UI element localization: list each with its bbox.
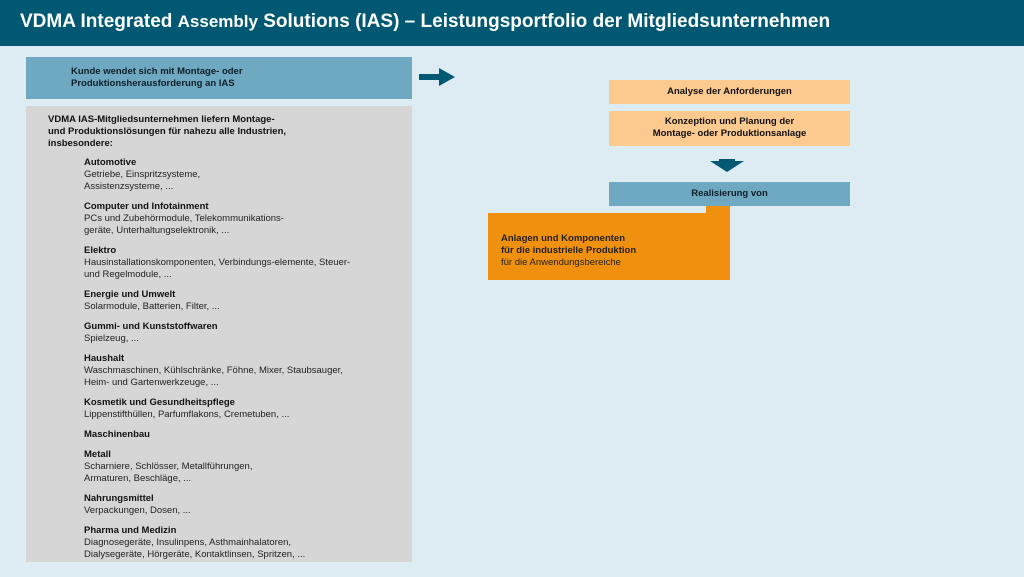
industry-item-haushalt	[84, 353, 384, 389]
industry-desc: PCs und Zubehörmodule, Telekommunikations-	[84, 213, 284, 224]
result-line-3: für die Anwendungsbereiche	[501, 257, 621, 268]
industry-desc: Spielzeug, ...	[84, 333, 139, 344]
industry-item-computer	[84, 201, 384, 237]
industry-item-nahrungsmittel	[84, 493, 384, 517]
industry-item-maschinenbau	[84, 429, 384, 441]
industry-desc: Getriebe, Einspritzsysteme,	[84, 169, 201, 180]
industry-desc: Hausinstallationskomponenten, Verbindungs-elemente, Steuer-	[84, 257, 351, 268]
title-part-2: Assembly	[177, 12, 258, 31]
header-bar	[0, 0, 1024, 46]
industry-desc: Scharniere, Schlösser, Metallführungen,	[84, 461, 253, 472]
industry-name: Elektro	[84, 245, 117, 256]
industry-name: Energie und Umwelt	[84, 289, 176, 300]
industry-desc: geräte, Unterhaltungselektronik, ...	[84, 225, 230, 236]
industry-desc: Verpackungen, Dosen, ...	[84, 505, 191, 516]
industry-name: Nahrungsmittel	[84, 493, 154, 504]
industry-name: Computer und Infotainment	[84, 201, 209, 212]
portfolio-intro-line-2: und Produktionslösungen für nahezu alle Industrien,	[48, 126, 287, 137]
industry-item-automotive	[84, 157, 384, 193]
industry-desc: Lippenstifthüllen, Parfumflakons, Cremetuben, ...	[84, 409, 290, 420]
industry-item-metall	[84, 449, 384, 485]
industry-name: Pharma und Medizin	[84, 525, 177, 536]
industry-name: Kosmetik und Gesundheitspflege	[84, 397, 235, 408]
step-konzeption-line-1: Konzeption und Planung der	[664, 116, 795, 127]
industry-desc: und Regelmodule, ...	[84, 269, 172, 280]
industry-desc: Assistenzsysteme, ...	[84, 181, 174, 192]
industry-name: Haushalt	[84, 353, 125, 364]
title-part-3: Solutions (IAS) – Leistungsportfolio der Mitgliedsunternehmen	[257, 11, 831, 32]
industry-desc: Armaturen, Beschläge, ...	[84, 473, 192, 484]
portfolio-intro-line-1: VDMA IAS-Mitgliedsunternehmen liefern Montage-	[48, 114, 275, 125]
industry-item-energie	[84, 289, 384, 313]
industry-name: Automotive	[84, 157, 137, 168]
arrow-down-icon	[710, 159, 744, 173]
portfolio-box	[26, 106, 412, 562]
result-box	[488, 213, 730, 280]
result-text	[501, 233, 721, 269]
portfolio-intro	[48, 114, 348, 150]
step-analyse-label: Analyse der Anforderungen	[667, 86, 792, 97]
step-konzeption-box	[609, 111, 850, 146]
result-line-2: für die industrielle Produktion	[501, 245, 637, 256]
customer-request-text	[71, 66, 371, 90]
industry-desc: Diagnosegeräte, Insulinpens, Asthmainhalatoren,	[84, 537, 292, 548]
customer-request-line-1: Kunde wendet sich mit Montage- oder	[71, 66, 243, 77]
industry-item-gummi	[84, 321, 384, 345]
industry-item-elektro	[84, 245, 384, 281]
industry-desc: Waschmaschinen, Kühlschränke, Föhne, Mixer, Staubsauger,	[84, 365, 343, 376]
title-part-1: VDMA Integrated	[20, 11, 178, 32]
industry-item-pharma	[84, 525, 384, 561]
customer-request-box	[26, 57, 412, 99]
customer-request-line-2: Produktionsherausforderung an IAS	[71, 78, 235, 89]
step-realisierung-label: Realisierung von	[691, 188, 768, 199]
step-realisierung-box	[609, 182, 850, 206]
industry-name: Maschinenbau	[84, 429, 150, 440]
step-konzeption-label	[609, 116, 850, 140]
page-title	[20, 11, 830, 33]
industry-list	[84, 157, 384, 569]
industry-item-kosmetik	[84, 397, 384, 421]
portfolio-intro-line-3: insbesondere:	[48, 138, 113, 149]
step-konzeption-line-2: Montage- oder Produktionsanlage	[652, 128, 807, 139]
industry-desc: Solarmodule, Batterien, Filter, ...	[84, 301, 220, 312]
industry-name: Metall	[84, 449, 111, 460]
result-line-1: Anlagen und Komponenten	[501, 233, 626, 244]
step-analyse-box	[609, 80, 850, 104]
arrow-right-icon	[419, 68, 457, 86]
industry-desc: Dialysegeräte, Hörgeräte, Kontaktlinsen, Spritzen, ...	[84, 549, 306, 560]
industry-desc: Heim- und Gartenwerkzeuge, ...	[84, 377, 219, 388]
industry-name: Gummi- und Kunststoffwaren	[84, 321, 218, 332]
